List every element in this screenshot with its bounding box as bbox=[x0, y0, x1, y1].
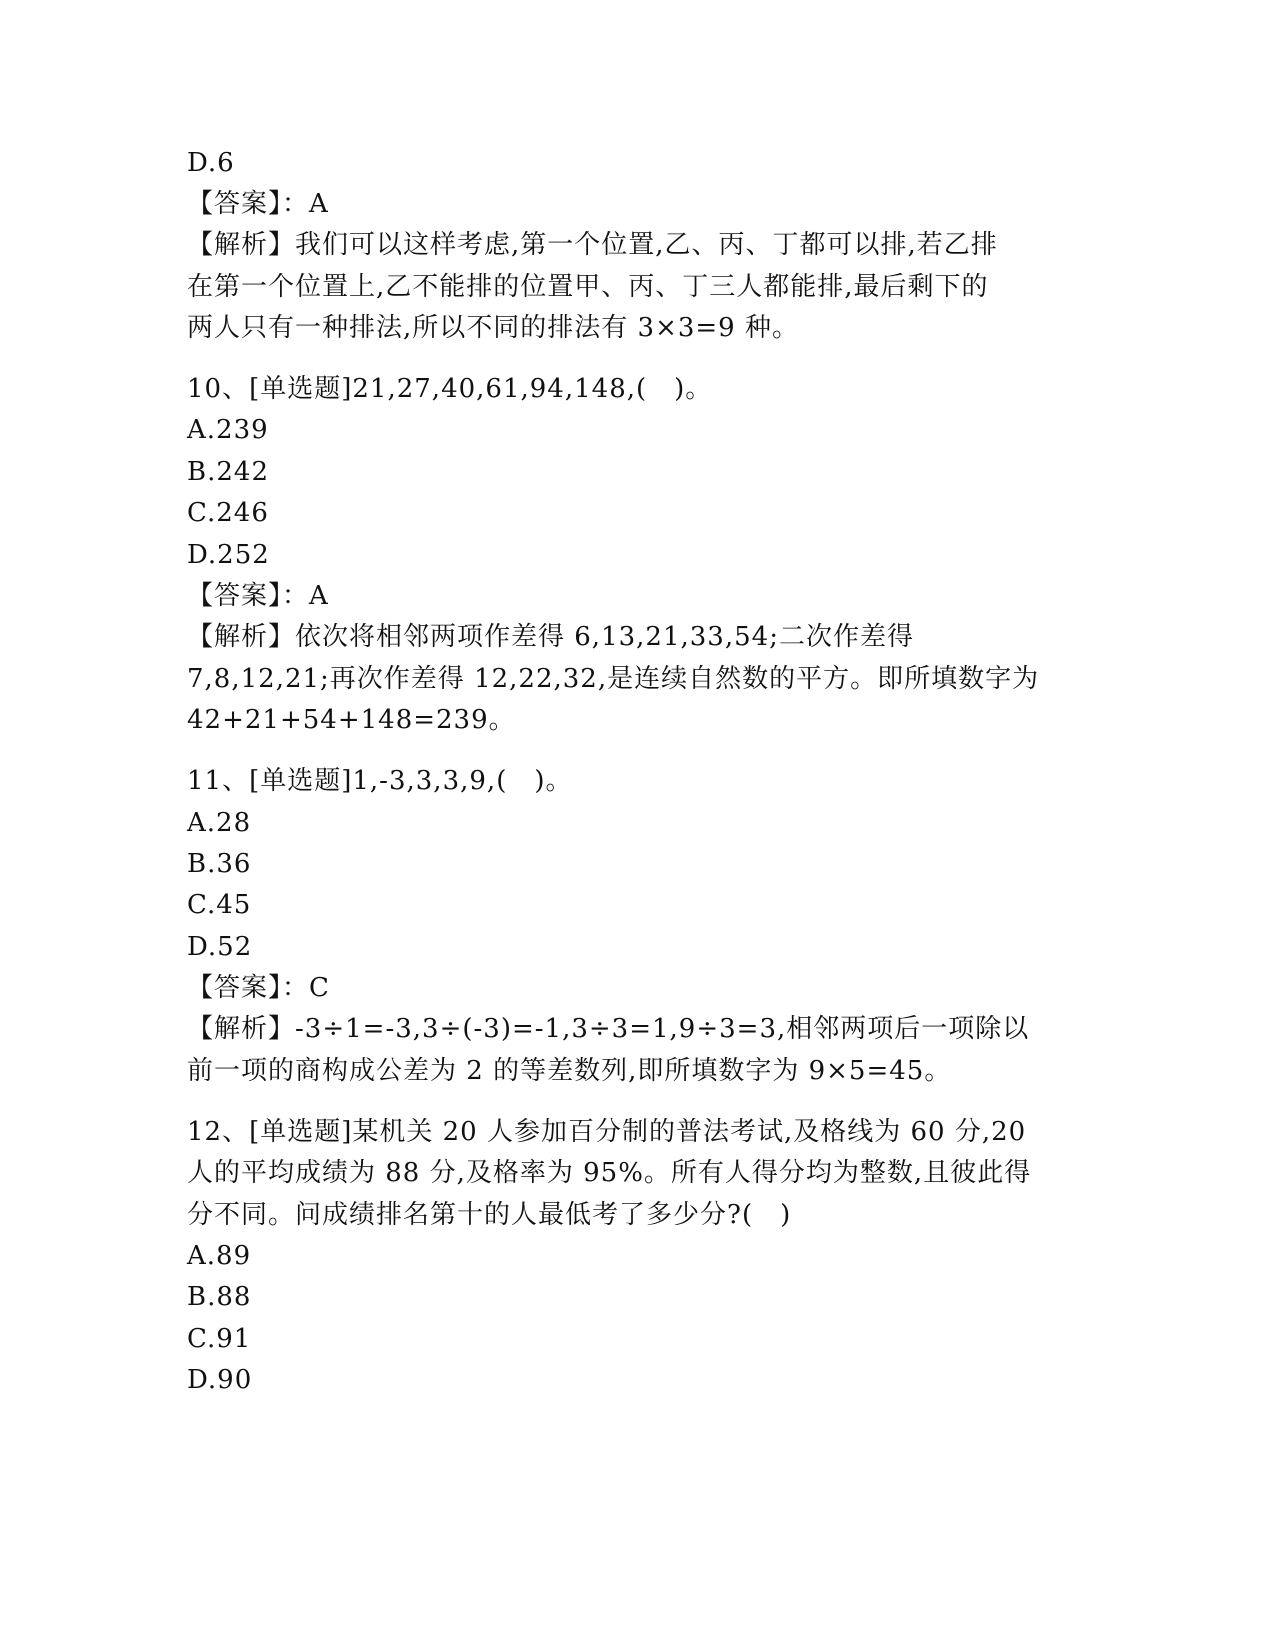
q10-option-b: B.242 bbox=[187, 457, 269, 487]
q10-analysis-line-1: 【解析】依次将相邻两项作差得 6,13,21,33,54;二次作差得 bbox=[187, 622, 914, 652]
q12-stem-line-3: 分不同。问成绩排名第十的人最低考了多少分?( ) bbox=[187, 1200, 792, 1230]
q12-option-c: C.91 bbox=[187, 1324, 252, 1354]
q11-answer: 【答案】：C bbox=[187, 973, 330, 1003]
q11-option-a: A.28 bbox=[187, 808, 252, 838]
q9-option-d: D.6 bbox=[187, 148, 235, 178]
q10-analysis-line-3: 42+21+54+148=239。 bbox=[187, 705, 516, 735]
q9-analysis-line-2: 在第一个位置上,乙不能排的位置甲、丙、丁三人都能排,最后剩下的 bbox=[187, 272, 989, 302]
q10-option-c: C.246 bbox=[187, 498, 269, 528]
q10-option-d: D.252 bbox=[187, 540, 270, 570]
q9-analysis-line-3: 两人只有一种排法,所以不同的排法有 3×3=9 种。 bbox=[187, 313, 799, 343]
q9-answer: 【答案】：A bbox=[187, 189, 329, 219]
q12-stem-line-1: 12、[单选题]某机关 20 人参加百分制的普法考试,及格线为 60 分,20 bbox=[187, 1117, 1027, 1147]
q11-analysis-line-2: 前一项的商构成公差为 2 的等差数列,即所填数字为 9×5=45。 bbox=[187, 1056, 952, 1086]
q12-stem-line-2: 人的平均成绩为 88 分,及格率为 95%。所有人得分均为整数,且彼此得 bbox=[187, 1158, 1032, 1188]
q11-stem: 11、[单选题]1,-3,3,3,9,( )。 bbox=[187, 766, 573, 796]
q10-option-a: A.239 bbox=[187, 415, 269, 445]
q11-option-d: D.52 bbox=[187, 932, 253, 962]
q12-option-d: D.90 bbox=[187, 1365, 253, 1395]
q9-analysis-line-1: 【解析】我们可以这样考虑,第一个位置,乙、丙、丁都可以排,若乙排 bbox=[187, 230, 998, 260]
q12-option-a: A.89 bbox=[187, 1241, 252, 1271]
q11-analysis-line-1: 【解析】-3÷1=-3,3÷(-3)=-1,3÷3=1,9÷3=3,相邻两项后一项除以 bbox=[187, 1014, 1030, 1044]
q11-option-c: C.45 bbox=[187, 890, 252, 920]
q10-answer: 【答案】：A bbox=[187, 581, 329, 611]
q12-option-b: B.88 bbox=[187, 1282, 252, 1312]
q10-analysis-line-2: 7,8,12,21;再次作差得 12,22,32,是连续自然数的平方。即所填数字为 bbox=[187, 664, 1040, 694]
q11-option-b: B.36 bbox=[187, 849, 252, 879]
q10-stem: 10、[单选题]21,27,40,61,94,148,( )。 bbox=[187, 374, 713, 404]
